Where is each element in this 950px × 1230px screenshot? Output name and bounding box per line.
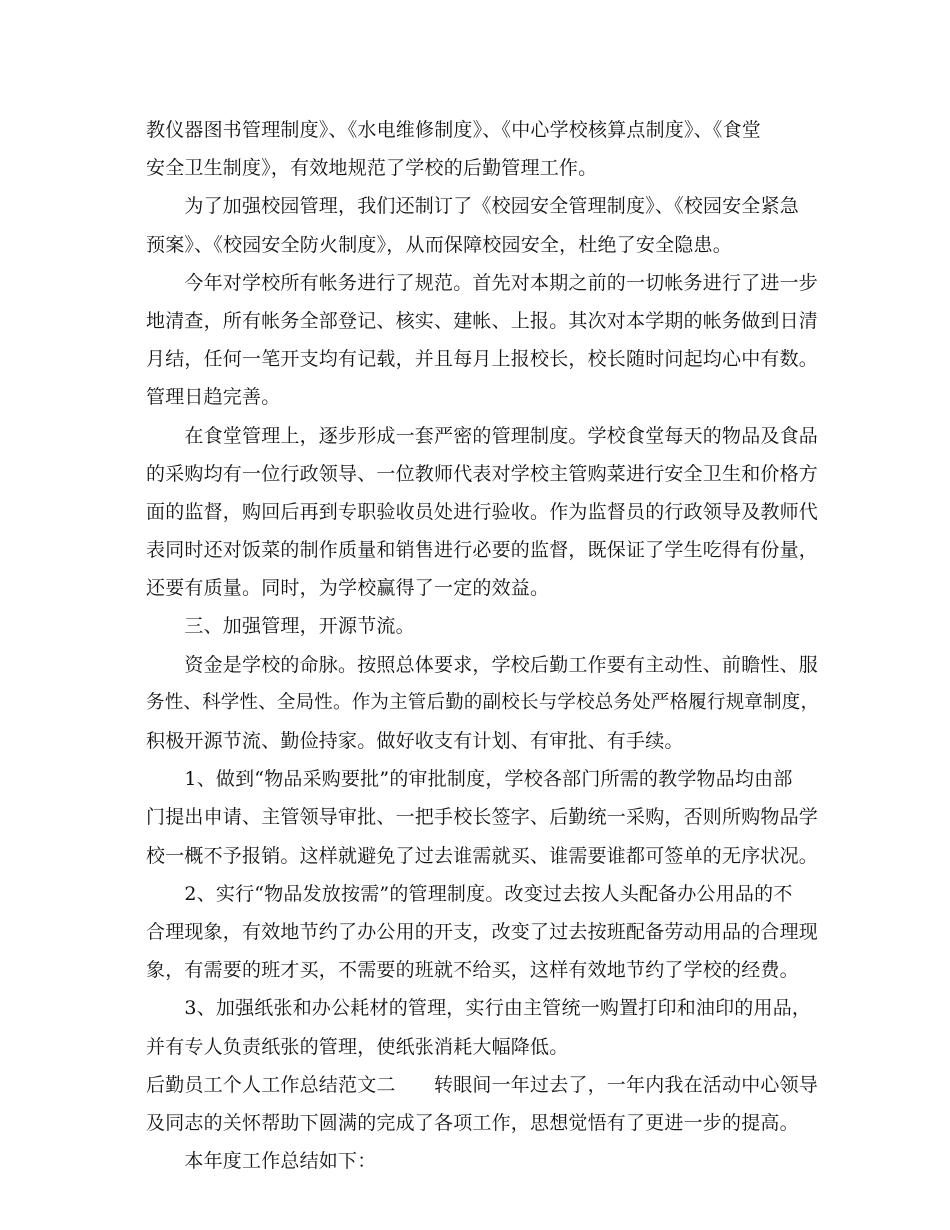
text-line: 2、实行“物品发放按需”的管理制度。改变过去按人头配备办公用品的不: [146, 882, 793, 905]
text-line: 还要有质量。同时，为学校赢得了一定的效益。: [146, 577, 550, 600]
text-line: 门提出申请、主管领导审批、一把手校长签字、后勤统一采购，否则所购物品学: [146, 806, 819, 829]
text-line: 象，有需要的班才买，不需要的班就不给买，这样有效地节约了学校的经费。: [146, 959, 799, 982]
text-line: 为了加强校园管理，我们还制订了《校园安全管理制度》、《校园安全紧急: [146, 195, 800, 218]
text-line: 安全卫生制度》，有效地规范了学校的后勤管理工作。: [146, 157, 598, 180]
text-line: 面的监督，购回后再到专职验收员处进行验收。作为监督员的行政领导及教师代: [146, 500, 819, 523]
text-line: 地清查，所有帐务全部登记、核实、建帐、上报。其次对本学期的帐务做到日清: [146, 309, 819, 332]
text-line: 及同志的关怀帮助下圆满的完成了各项工作，思想觉悟有了更进一步的提高。: [146, 1111, 799, 1134]
text-line: 今年对学校所有帐务进行了规范。首先对本期之前的一切帐务进行了进一步: [146, 271, 819, 294]
text-line: 合理现象，有效地节约了办公用的开支，改变了过去按班配备劳动用品的合理现: [146, 920, 819, 943]
text-line: 积极开源节流、勤俭持家。做好收支有计划、有审批、有手续。: [146, 730, 684, 752]
text-line: 表同时还对饭菜的制作质量和销售进行必要的监督，既保证了学生吃得有份量，: [146, 539, 819, 562]
text-line: 三、加强管理，开源节流。: [146, 615, 415, 638]
text-line: 3、加强纸张和办公耗材的管理，实行由主管统一购置打印和油印的用品，: [146, 997, 812, 1020]
text-line: 校一概不予报销。这样就避免了过去谁需就买、谁需要谁都可签单的无序状况。: [146, 844, 819, 867]
text-line: 在食堂管理上，逐步形成一套严密的管理制度。学校食堂每天的物品及食品: [146, 424, 819, 447]
text-line: 务性、科学性、全局性。作为主管后勤的副校长与学校总务处严格履行规章制度，: [146, 691, 820, 713]
text-line: 后勤员工个人工作总结范文二 转眼间一年过去了，一年内我在活动中心领导: [146, 1073, 819, 1096]
text-line: 本年度工作总结如下：: [146, 1150, 377, 1173]
text-line: 资金是学校的命脉。按照总体要求，学校后勤工作要有主动性、前瞻性、服: [146, 653, 819, 676]
text-line: 教仪器图书管理制度》、《水电维修制度》、《中心学校核算点制度》、《食堂: [146, 119, 762, 141]
text-line: 预案》、《校园安全防火制度》，从而保障校园安全，杜绝了安全隐患。: [146, 233, 732, 256]
document-body: [146, 111, 826, 1180]
text-line: 1、做到“物品采购要批”的审批制度，学校各部门所需的教学物品均由部: [146, 768, 793, 791]
text-line: 月结，任何一笔开支均有记载，并且每月上报校长，校长随时问起均心中有数。: [146, 348, 819, 371]
text-line: 管理日趋完善。: [146, 386, 281, 409]
text-line: 的采购均有一位行政领导、一位教师代表对学校主管购菜进行安全卫生和价格方: [146, 462, 819, 485]
text-line: 并有专人负责纸张的管理，使纸张消耗大幅降低。: [146, 1035, 569, 1058]
